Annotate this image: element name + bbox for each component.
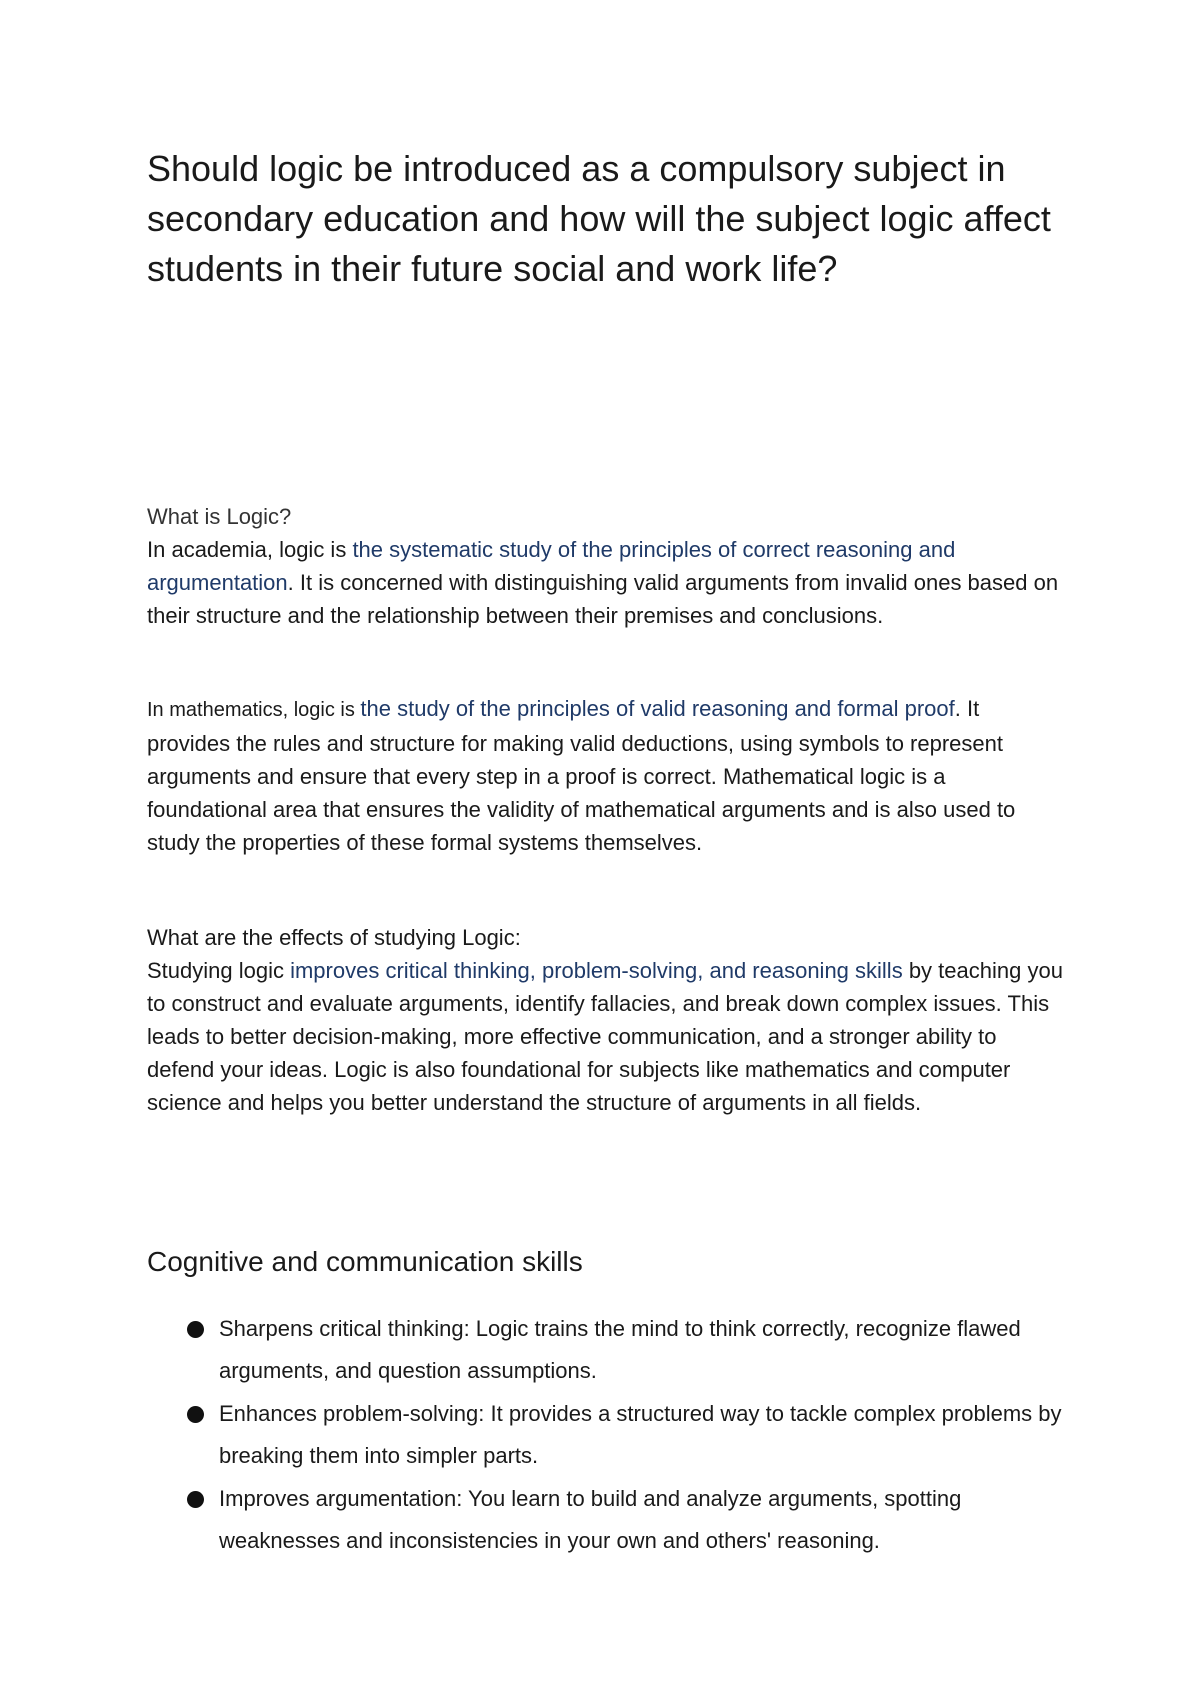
section-effects: [147, 921, 1067, 1119]
paragraph-mathematics: [147, 692, 1067, 859]
effects-highlight: improves critical thinking, problem-solving, and reasoning skills: [290, 958, 903, 983]
effects-rest: by teaching you to construct and evaluate arguments, identify fallacies, and break down complex issues. This leads to better decision-making, more effective communication, and a stronger ability to defend your ideas. Logic is also foundational for subjects like mathematics and computer science and helps you better understand the structure of arguments in all fields.: [147, 958, 1063, 1115]
bullet-icon: [187, 1406, 204, 1423]
paragraph-effects: [147, 954, 1067, 1119]
math-highlight: the study of the principles of valid reasoning and formal proof: [360, 696, 955, 721]
document-title: Should logic be introduced as a compulsory subject in secondary education and how will the subject logic affect students in their future social and work life?: [147, 148, 1051, 289]
skills-list: [147, 1308, 1067, 1563]
skill-text: Enhances problem-solving: It provides a structured way to tackle complex problems by breaking them into simpler parts.: [219, 1401, 1062, 1468]
section-mathematics: [147, 692, 1067, 859]
academia-highlight: the systematic study of the principles of correct reasoning and argumentation: [147, 537, 956, 595]
list-item: [147, 1393, 1067, 1477]
list-item: [147, 1308, 1067, 1392]
paragraph-academia: [147, 533, 1067, 632]
effects-prefix: Studying logic: [147, 958, 291, 983]
skill-text: Sharpens critical thinking: Logic trains the mind to think correctly, recognize flawed arguments, and question assumptions.: [219, 1316, 1021, 1383]
skill-text: Improves argumentation: You learn to build and analyze arguments, spotting weaknesses and inconsistencies in your own and others' reasoning.: [219, 1486, 962, 1553]
question-what-is-logic: What is Logic?: [147, 504, 292, 529]
bullet-icon: [187, 1491, 204, 1508]
section-what-is-logic: [147, 500, 1067, 632]
math-prefix: In mathematics, logic is: [147, 699, 361, 721]
academia-prefix: In academia, logic is: [147, 537, 353, 562]
academia-rest: . It is concerned with distinguishing valid arguments from invalid ones based on their structure and the relationship between their premises and conclusions.: [147, 570, 1059, 628]
bullet-icon: [187, 1321, 204, 1338]
skills-heading: Cognitive and communication skills: [147, 1246, 583, 1277]
math-rest: . It provides the rules and structure for making valid deductions, using symbols to represent arguments and ensure that every step in a proof is correct. Mathematical logic is a foundational area that ensures the validity of mathematical arguments and is also used to study the properties of these formal systems themselves.: [147, 696, 1016, 855]
question-effects: What are the effects of studying Logic:: [147, 925, 521, 950]
list-item: [147, 1478, 1067, 1562]
